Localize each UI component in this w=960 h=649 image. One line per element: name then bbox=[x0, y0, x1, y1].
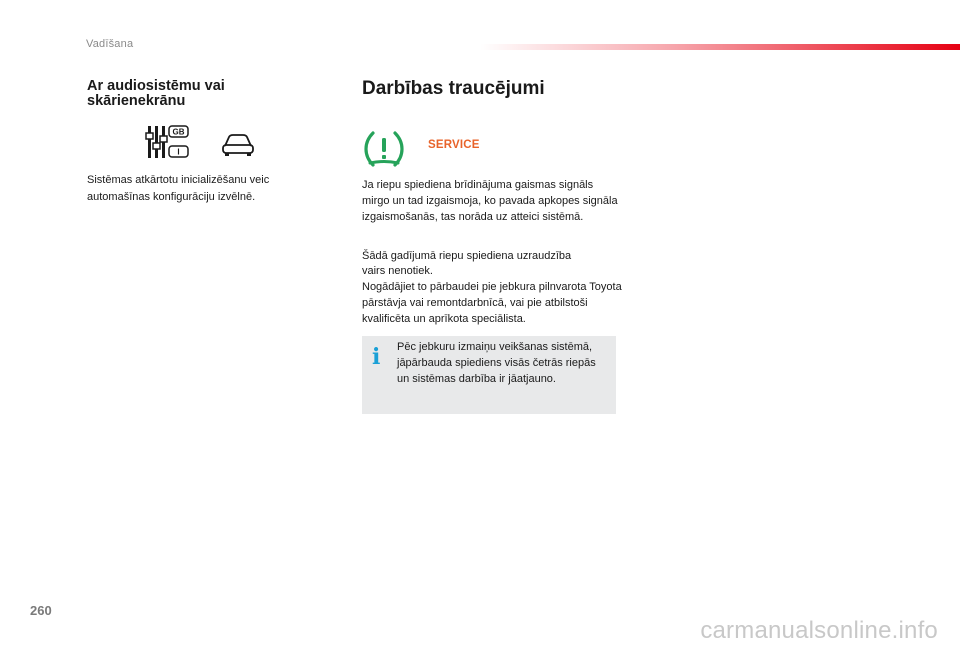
paragraph-malfunction: Ja riepu spiediena brīdinājuma gaismas signāls mirgo un tad izgaismoja, ko pavada apkopes signāla izgaismošanās, tas norāda uz atteici sistēmā. bbox=[362, 179, 618, 223]
right-icon-group bbox=[364, 130, 514, 170]
info-box bbox=[362, 336, 616, 414]
paragraph-service bbox=[362, 263, 622, 327]
settings-gb-label: GB bbox=[172, 127, 185, 137]
paragraph-monitoring-line2: vairs nenotiek. bbox=[362, 265, 433, 277]
info-text: Pēc jebkuru izmaiņu veikšanas sistēmā, jāpārbauda spiediens visās četrās riepās un sistēmas darbība ir jāatjauno. bbox=[397, 341, 596, 385]
paragraph-service-line: Nogādājiet to pārbaudei pie jebkura pilnvarota Toyota pārstāvja vai remontdarbnīcā, vai pie atbilstoši kvalificēta un aprīkota speciālista. bbox=[362, 281, 622, 325]
header-accent-bar bbox=[480, 44, 960, 50]
paragraph-monitoring bbox=[362, 248, 622, 264]
settings-sliders-icon bbox=[145, 124, 255, 162]
left-icon-group bbox=[145, 124, 255, 162]
info-icon: i bbox=[372, 344, 381, 370]
section-title: Vadīšana bbox=[86, 38, 134, 50]
car-icon bbox=[223, 135, 253, 156]
right-heading: Darbības traucējumi bbox=[362, 78, 545, 99]
left-body-text: Sistēmas atkārtotu inicializēšanu veic automašīnas konfigurāciju izvēlnē. bbox=[87, 174, 270, 203]
page-number: 260 bbox=[30, 603, 52, 618]
paragraph-monitoring-line1: Šādā gadījumā riepu spiediena uzraudzība bbox=[362, 250, 572, 262]
tyre-pressure-warning-icon bbox=[364, 130, 404, 168]
watermark: carmanualsonline.info bbox=[700, 617, 938, 644]
service-indicator: SERVICE bbox=[428, 139, 480, 151]
left-heading: Ar audiosistēmu vai skārienekrānu bbox=[87, 78, 225, 109]
settings-i-label: I bbox=[177, 147, 180, 157]
